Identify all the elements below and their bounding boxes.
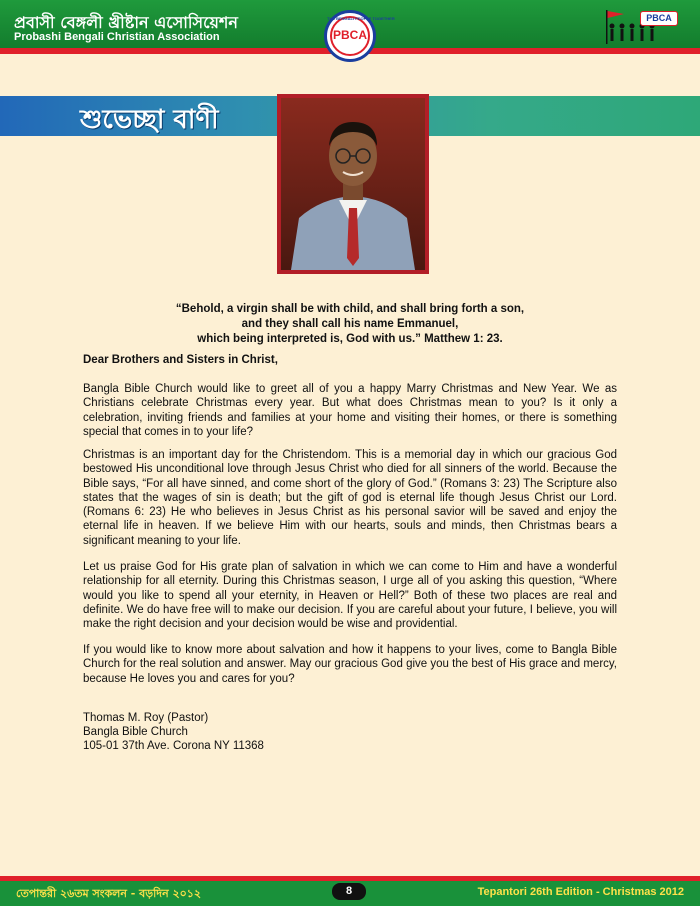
quote-line-1: “Behold, a virgin shall be with child, and shall bring forth a son, <box>175 303 525 315</box>
pbca-badge-label: PBCA <box>640 11 678 26</box>
pastor-photo <box>277 94 429 274</box>
logo-top-text: THE BENGALI PEOPLE TOGETHER <box>327 16 395 21</box>
bible-quote <box>90 302 610 347</box>
org-name-bengali: প্রবাসী বেঙ্গলী খ্রীষ্টান এসোসিয়েশন <box>14 13 238 32</box>
pbca-logo <box>324 10 395 62</box>
paragraph-3: Let us praise God for His grate plan of salvation in which we can come to Him and have a wonderful relationship for all eternity. During this Christmas season, I urge all of you asking this question, “Where would you like to spend all your eternity, in Heaven or Hell?” Both of these two places are real and definite. We do have free will to make our decision. If you are careful about your future, I believe, you will make the right decision and your decision would be wise and providential. <box>83 561 617 631</box>
quote-line-2: and they shall call his name Emmanuel, <box>241 318 459 330</box>
footer-right-text: Tepantori 26th Edition - Christmas 2012 <box>477 886 684 898</box>
page-title: শুভেচ্ছা বাণী <box>80 105 219 135</box>
signature-church: Bangla Bible Church <box>83 726 188 738</box>
footer-left-text: তেপান্তরী ২৬তম সংকলন - বড়দিন ২০১২ <box>16 887 202 900</box>
paragraph-2: Christmas is an important day for the Christendom. This is a memorial day in which our gracious God bestowed His unconditional love through Jesus Christ who died for all sinners of the world. Because the Bible says, “For all have sinned, and come short of the glory of God.” (Romans 3: 23) The Scripture also states that the wages of sin is death; but the gift of god is eternal life though Jesus Christ our Lord. (Romans 6: 23) He who believes in Jesus Christ as his personal savior will be saved and enjoy the eternal life in heaven. If we believe Him with our hearts, souls and minds, then Christmas bears a significant meaning to your life. <box>83 449 617 547</box>
paragraph-1: Bangla Bible Church would like to greet all of you a happy Marry Christmas and New Year. We as Christians celebrate Christmas every year. But what does Christmas mean to you? Is it only a celebration, inviting friends and families at your home and visiting their homes, or there is something special that comes in to your life? <box>83 383 617 438</box>
logo-letters: PBCA <box>332 28 367 42</box>
quote-line-3: which being interpreted is, God with us.” Matthew 1: 23. <box>197 333 503 345</box>
salutation: Dear Brothers and Sisters in Christ, <box>83 354 278 366</box>
signature-block <box>83 711 264 753</box>
page-number: 8 <box>332 883 366 900</box>
signature-address: 105-01 37th Ave. Corona NY 11368 <box>83 740 264 752</box>
paragraph-4: If you would like to know more about salvation and how it happens to your lives, come to Bangla Bible Church for the real solution and answer. May our gracious God give you the best of His grace and mercy, because He loves you and cares for you? <box>83 644 617 685</box>
signature-name: Thomas M. Roy (Pastor) <box>83 712 209 724</box>
portrait-figure <box>281 98 425 270</box>
org-name-english: Probashi Bengali Christian Association <box>14 31 220 43</box>
